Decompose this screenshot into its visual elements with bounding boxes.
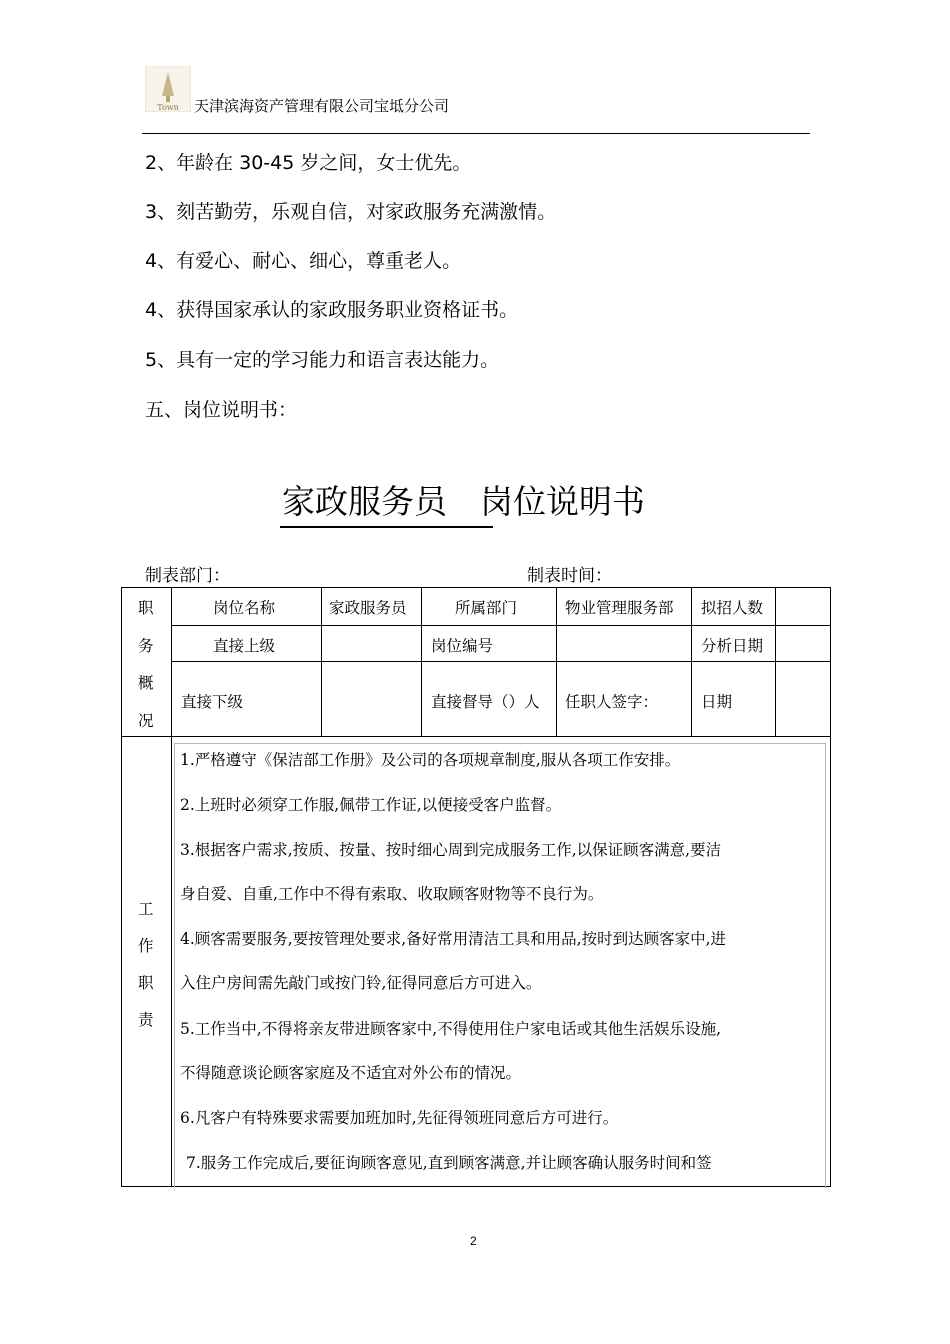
duty-line-1: 1.严格遵守《保洁部工作册》及公司的各项规章制度,服从各项工作安排。: [180, 751, 681, 769]
cell-position-name-label: 岗位名称: [213, 599, 276, 617]
duty-line-5: 4.顾客需要服务,要按管理处要求,备好常用清洁工具和用品,按时到达顾客家中,进: [180, 930, 726, 948]
requirement-2: 2、年龄在 30-45 岁之间，女士优先。: [145, 152, 472, 174]
overview-label-4: 况: [138, 712, 154, 730]
header-org-name: 天津滨海资产管理有限公司宝坻分公司: [194, 97, 450, 115]
requirement-5: 5、具有一定的学习能力和语言表达能力。: [145, 349, 500, 371]
time-label: 制表时间：: [527, 566, 612, 586]
duty-line-8: 不得随意谈论顾客家庭及不适宜对外公布的情况。: [180, 1064, 522, 1082]
duty-line-6: 入住户房间需先敲门或按门铃,征得同意后方可进入。: [180, 974, 542, 992]
duty-line-7: 5.工作当中,不得将亲友带进顾客家中,不得使用住户家电话或其他生活娱乐设施,: [180, 1020, 722, 1038]
duty-line-4: 身自爱、自重,工作中不得有索取、收取顾客财物等不良行为。: [180, 885, 604, 903]
dept-label: 制表部门：: [145, 566, 230, 586]
svg-text:Town: Town: [157, 103, 179, 112]
cell-subordinate-label: 直接下级: [181, 693, 244, 711]
page-number: 2: [470, 1234, 477, 1248]
requirement-4a: 4、有爱心、耐心、细心，尊重老人。: [145, 250, 462, 272]
cell-dept-label: 所属部门: [455, 599, 518, 617]
requirement-3: 3、刻苦勤劳，乐观自信，对家政服务充满激情。: [145, 201, 557, 223]
cell-position-code-label: 岗位编号: [431, 637, 494, 655]
duty-line-3: 3.根据客户需求,按质、按量、按时细心周到完成服务工作,以保证顾客满意,要洁: [180, 841, 722, 859]
duties-label-2: 作: [138, 937, 154, 955]
overview-label-1: 职: [138, 599, 154, 617]
duties-label-4: 责: [138, 1011, 154, 1029]
job-description-title: 家政服务员 岗位说明书: [282, 482, 645, 521]
requirement-4b: 4、获得国家承认的家政服务职业资格证书。: [145, 299, 519, 321]
cell-analysis-date-label: 分析日期: [701, 637, 764, 655]
cell-position-name-value: 家政服务员: [329, 599, 407, 617]
cell-dept-value: 物业管理服务部: [565, 599, 674, 617]
duty-line-2: 2.上班时必须穿工作服,佩带工作证,以便接受客户监督。: [180, 796, 562, 814]
cell-supervise-label: 直接督导（）人: [431, 693, 540, 711]
title-underline: [280, 526, 493, 528]
cell-date-label: 日期: [701, 693, 733, 711]
duty-line-9: 6.凡客户有特殊要求需要加班加时,先征得领班同意后方可进行。: [180, 1109, 619, 1127]
overview-label-3: 概: [138, 674, 154, 692]
section-five-heading: 五、岗位说明书：: [145, 399, 298, 421]
duty-line-10: 7.服务工作完成后,要征询顾客意见,直到顾客满意,并让顾客确认服务时间和签: [186, 1154, 712, 1172]
cell-superior-label: 直接上级: [213, 637, 276, 655]
cell-headcount-label: 拟招人数: [701, 599, 764, 617]
header-divider: [142, 133, 810, 134]
overview-label-2: 务: [138, 637, 154, 655]
company-logo: [145, 66, 191, 112]
cell-signature-label: 任职人签字：: [565, 693, 659, 711]
duties-label-3: 职: [138, 974, 154, 992]
duties-label-1: 工: [138, 900, 154, 918]
